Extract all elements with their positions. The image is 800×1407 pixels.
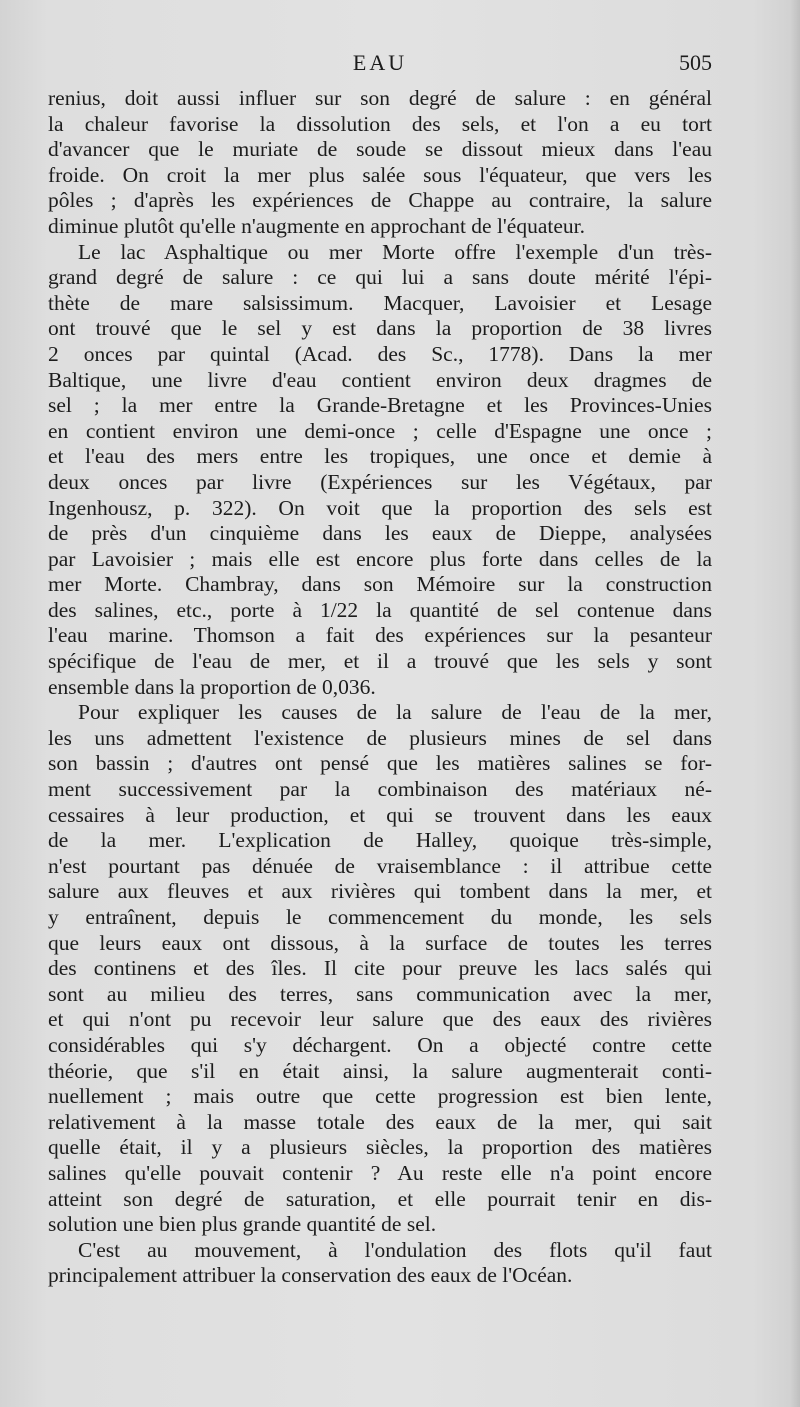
text-line: et qui n'ont pu recevoir leur salure que des eaux des rivières xyxy=(48,1007,712,1032)
paragraph xyxy=(48,240,712,701)
text-line: de près d'un cinquième dans les eaux de Dieppe, analysées xyxy=(48,521,712,546)
text-line: l'eau marine. Thomson a fait des expériences sur la pesanteur xyxy=(48,623,712,648)
text-line: grand degré de salure : ce qui lui a sans doute mérité l'épi- xyxy=(48,265,712,290)
text-line: mer Morte. Chambray, dans son Mémoire sur la construction xyxy=(48,572,712,597)
body-text xyxy=(48,86,712,1289)
text-line: considérables qui s'y déchargent. On a objecté contre cette xyxy=(48,1032,712,1057)
text-line: relativement à la masse totale des eaux de la mer, qui sait xyxy=(48,1109,712,1134)
text-line: renius, doit aussi influer sur son degré de salure : en général xyxy=(48,86,712,110)
text-line: Le lac Asphaltique ou mer Morte offre l'exemple d'un très- xyxy=(78,239,712,264)
text-line: Ingenhousz, p. 322). On voit que la proportion des sels est xyxy=(48,495,712,520)
paragraph xyxy=(48,86,712,240)
text-line: des continens et des îles. Il cite pour preuve les lacs salés qui xyxy=(48,956,712,981)
text-line: nuellement ; mais outre que cette progression est bien lente, xyxy=(48,1084,712,1109)
text-line: la chaleur favorise la dissolution des sels, et l'on a eu tort xyxy=(48,111,712,136)
text-line: n'est pourtant pas dénuée de vraisemblance : il attribue cette xyxy=(48,853,712,878)
text-line: d'avancer que le muriate de soude se dissout mieux dans l'eau xyxy=(48,137,712,162)
text-line: salines qu'elle pouvait contenir ? Au reste elle n'a point encore xyxy=(48,1160,712,1185)
text-line: spécifique de l'eau de mer, et il a trouvé que les sels y sont xyxy=(48,649,712,674)
text-line: quelle était, il y a plusieurs siècles, la proportion des matières xyxy=(48,1135,712,1160)
text-line: diminue plutôt qu'elle n'augmente en approchant de l'équateur. xyxy=(48,213,586,238)
text-line: principalement attribuer la conservation des eaux de l'Océan. xyxy=(48,1263,573,1288)
text-line: que leurs eaux ont dissous, à la surface de toutes les terres xyxy=(48,930,712,955)
text-line: deux onces par livre (Expériences sur les Végétaux, par xyxy=(48,469,712,494)
text-line: C'est au mouvement, à l'ondulation des flots qu'il faut xyxy=(78,1237,712,1262)
page-number: 505 xyxy=(679,50,712,75)
text-line: solution une bien plus grande quantité de sel. xyxy=(48,1212,437,1237)
text-line: thète de mare salsissimum. Macquer, Lavoisier et Lesage xyxy=(48,290,712,315)
text-line: atteint son degré de saturation, et elle pourrait tenir en dis- xyxy=(48,1186,712,1211)
text-line: froide. On croit la mer plus salée sous l'équateur, que vers les xyxy=(48,162,712,187)
paragraph xyxy=(48,1238,712,1289)
text-line: et l'eau des mers entre les tropiques, une once et demie à xyxy=(48,444,712,469)
running-head: EAU xyxy=(352,50,408,75)
text-line: salure aux fleuves et aux rivières qui tombent dans la mer, et xyxy=(48,879,712,904)
text-line: par Lavoisier ; mais elle est encore plus forte dans celles de la xyxy=(48,546,712,571)
text-line: sel ; la mer entre la Grande-Bretagne et les Provinces-Unies xyxy=(48,393,712,418)
text-line: de la mer. L'explication de Halley, quoique très-simple, xyxy=(48,828,712,853)
text-line: pôles ; d'après les expériences de Chappe au contraire, la salure xyxy=(48,188,712,213)
text-line: en contient environ une demi-once ; celle d'Espagne une once ; xyxy=(48,418,712,443)
page-header xyxy=(48,50,712,84)
text-line: 2 onces par quintal (Acad. des Sc., 1778). Dans la mer xyxy=(48,341,712,366)
text-line: ont trouvé que le sel y est dans la proportion de 38 livres xyxy=(48,316,712,341)
text-line: sont au milieu des terres, sans communication avec la mer, xyxy=(48,981,712,1006)
text-line: théorie, que s'il en était ainsi, la salure augmenterait conti- xyxy=(48,1058,712,1083)
text-line: son bassin ; d'autres ont pensé que les matières salines se for- xyxy=(48,751,712,776)
text-line: Baltique, une livre d'eau contient environ deux dragmes de xyxy=(48,367,712,392)
text-line: y entraînent, depuis le commencement du monde, les sels xyxy=(48,905,712,929)
text-line: ment successivement par la combinaison des matériaux né- xyxy=(48,777,712,802)
text-line: des salines, etc., porte à 1/22 la quantité de sel contenue dans xyxy=(48,597,712,622)
text-line: Pour expliquer les causes de la salure de l'eau de la mer, xyxy=(78,700,712,725)
text-line: ensemble dans la proportion de 0,036. xyxy=(48,674,376,699)
text-line: les uns admettent l'existence de plusieurs mines de sel dans xyxy=(48,725,712,750)
paragraph xyxy=(48,700,712,1237)
text-line: cessaires à leur production, et qui se trouvent dans les eaux xyxy=(48,802,712,827)
